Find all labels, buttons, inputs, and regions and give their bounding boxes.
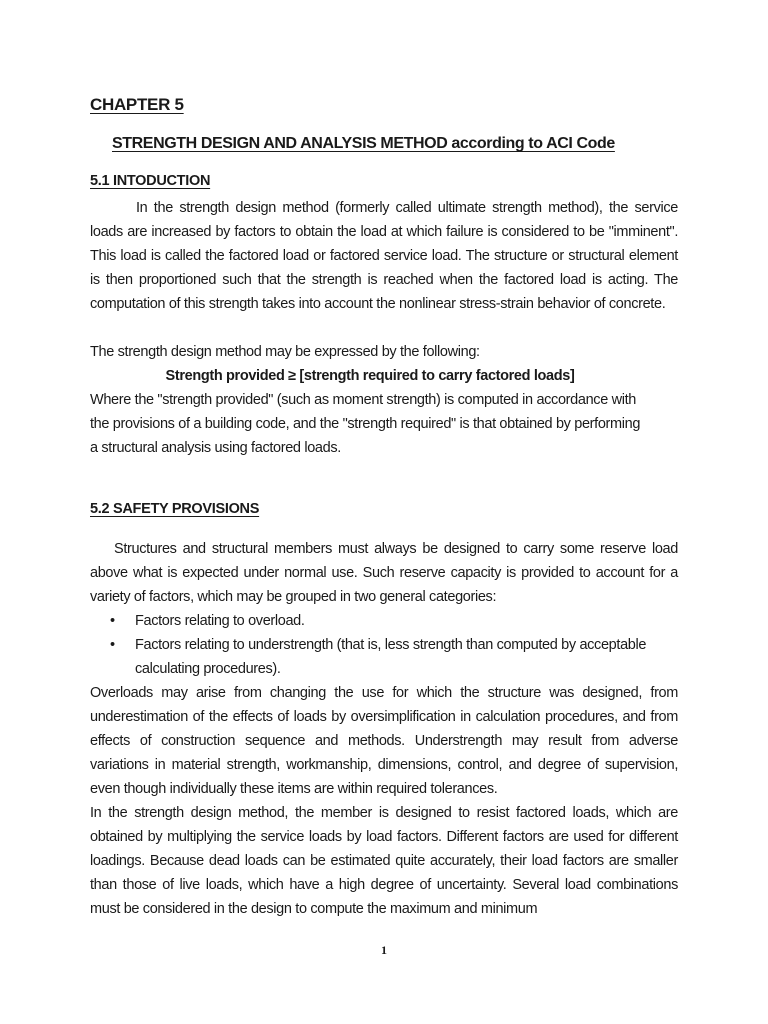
bullet-icon: • <box>110 637 115 653</box>
paragraph-line: a structural analysis using factored loads. <box>90 440 341 456</box>
paragraph-line: Where the "strength provided" (such as moment strength) is computed in accordance with <box>90 392 636 408</box>
safety-paragraph-3: In the strength design method, the member is designed to resist factored loads, which are obtained by multiplying the service loads by load factors. Different factors are used for different loadings. Because dead loads can be estimated quite accurately, their load factors are smaller than those of live loads, which have a high degree of uncertainty. Several load combinations must be considered in the design to compute the maximum and minimum <box>90 805 678 917</box>
list-item <box>90 633 678 681</box>
strength-design-expression-intro: The strength design method may be expressed by the following: <box>90 344 480 360</box>
section-5-1-heading: 5.1 INTODUCTION <box>90 173 211 189</box>
list-item-text: Factors relating to understrength (that is, less strength than computed by acceptable calculating procedures). <box>135 637 647 677</box>
chapter-heading: CHAPTER 5 <box>90 95 184 114</box>
intro-paragraph: In the strength design method (formerly called ultimate strength method), the service loads are increased by factors to obtain the load at which failure is considered to be "imminent". This load is called the factored load or factored service load. The structure or structural element is then proportioned such that the strength is reached when the factored load is acting. The computation of this strength takes into account the nonlinear stress-strain behavior of concrete. <box>90 200 678 312</box>
bullet-icon: • <box>110 613 115 629</box>
list-item <box>90 609 678 633</box>
list-item-text: Factors relating to overload. <box>135 613 305 629</box>
strength-definition-paragraph <box>90 388 678 460</box>
strength-design-equation: Strength provided ≥ [strength required to carry factored loads] <box>165 368 575 384</box>
safety-paragraph-1: Structures and structural members must always be designed to carry some reserve load above what is expected under normal use. Such reserve capacity is provided to account for a variety of factors, which may be grouped in two general categories: <box>90 541 678 605</box>
page-number: 1 <box>381 943 387 957</box>
factor-categories-list <box>90 609 678 681</box>
paragraph-line: the provisions of a building code, and the "strength required" is that obtained by performing <box>90 416 641 432</box>
chapter-title: STRENGTH DESIGN AND ANALYSIS METHOD according to ACI Code <box>112 135 615 152</box>
safety-paragraph-2: Overloads may arise from changing the use for which the structure was designed, from underestimation of the effects of loads by oversimplification in calculation procedures, and from effects of construction sequence and methods. Understrength may result from adverse variations in material strength, workmanship, dimensions, control, and degree of supervision, even though individually these items are within required tolerances. <box>90 685 678 797</box>
section-5-2-heading: 5.2 SAFETY PROVISIONS <box>90 501 260 517</box>
